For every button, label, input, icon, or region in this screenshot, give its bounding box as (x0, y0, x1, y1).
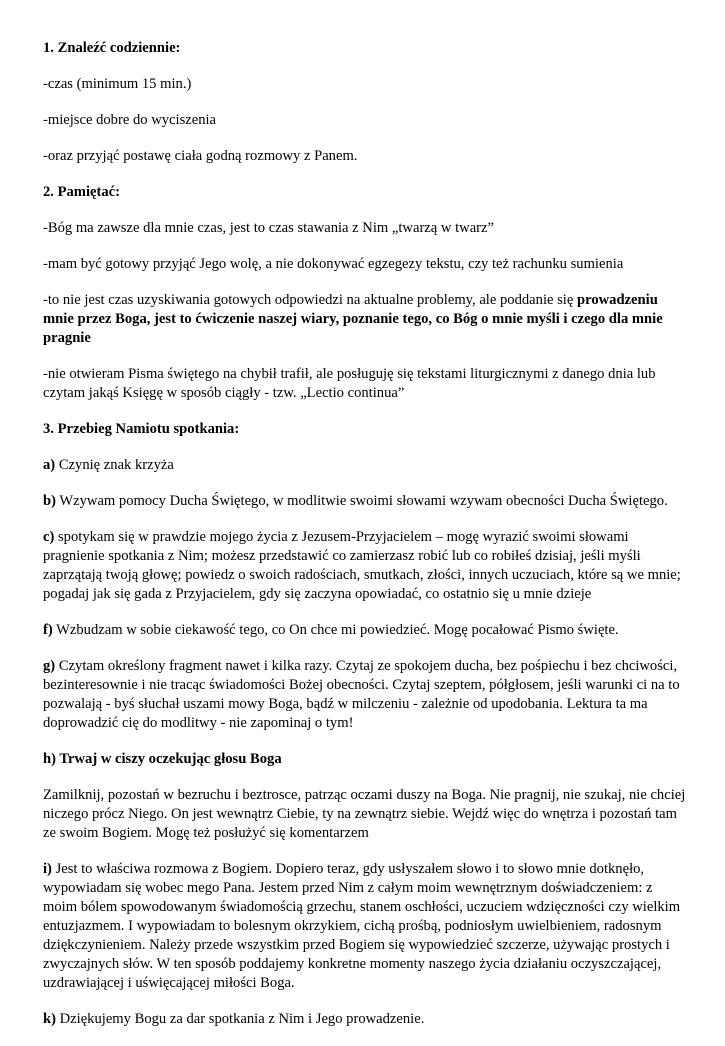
section-2-heading: 2. Pamiętać: (43, 184, 120, 200)
step-a-label: a) (43, 457, 56, 473)
document-page (43, 39, 688, 1046)
section-1-item-time: -czas (minimum 15 min.) (43, 76, 192, 92)
step-a (43, 456, 688, 475)
step-c-label: c) (43, 529, 55, 545)
step-b-label: b) (43, 493, 56, 509)
step-f (43, 621, 688, 640)
step-h-text: Zamilknij, pozostań w bezruchu i beztrosce, patrząc oczami duszy na Boga. Nie pragnij, nie szukaj, nie chciej niczego prócz Niego. On jest wewnątrz Ciebie, ty na zewnątrz siebie. Wejdź więc do wnętrza i pozostań tam ze swoim Bogiem. Mogę też posłużyć się komentarzem (43, 787, 686, 841)
step-g-label: g) (43, 658, 56, 674)
section-2-paragraph-1: -Bóg ma zawsze dla mnie czas, jest to czas stawania z Nim „twarzą w twarz” (43, 220, 494, 236)
step-b (43, 492, 688, 511)
step-k-label: k) (43, 1011, 56, 1027)
step-g-text: Czytam określony fragment nawet i kilka razy. Czytaj ze spokojem ducha, bez pośpiechu i bez chciwości, bezinteresownie i nie tracąc świadomości Bożej obecności. Czytaj szeptem, półgłosem, jeśli warunki ci na to pozwalają - byś słuchał uszami mowy Boga, bądź w milczeniu - zależnie od upodobania. Lektura ta ma doprowadzić cię do modlitwy - nie zapominaj o tym! (43, 658, 680, 731)
section-2-paragraph-2: -mam być gotowy przyjąć Jego wolę, a nie dokonywać egzegezy tekstu, czy też rachunku sumienia (43, 256, 624, 272)
step-f-label: f) (43, 622, 53, 638)
step-i (43, 860, 688, 993)
step-a-text: Czynię znak krzyża (55, 457, 174, 473)
section-2-paragraph-3 (43, 291, 688, 348)
section-2-paragraph-3-bold: prowadzeniu mnie przez Boga, jest to ćwiczenie naszej wiary, poznanie tego, co Bóg o mnie myśli i czego dla mnie pragnie (43, 292, 663, 346)
step-c (43, 528, 688, 604)
section-1-item-place: -miejsce dobre do wyciszenia (43, 112, 217, 128)
section-2-paragraph-3-text: -to nie jest czas uzyskiwania gotowych odpowiedzi na aktualne problemy, ale poddanie się (43, 292, 577, 308)
step-h-heading: h) Trwaj w ciszy oczekując głosu Boga (43, 751, 282, 767)
step-i-label: i) (43, 861, 52, 877)
step-b-text: Wzywam pomocy Ducha Świętego, w modlitwie swoimi słowami wzywam obecności Ducha Świętego. (55, 493, 668, 509)
step-k-text: Dziękujemy Bogu za dar spotkania z Nim i Jego prowadzenie. (55, 1011, 425, 1027)
step-i-text: Jest to właściwa rozmowa z Bogiem. Dopiero teraz, gdy usłyszałem słowo i to słowo mnie dotknęło, wypowiadam się wobec mego Pana. Jestem przed Nim z całym moim wewnętrznym doświadczeniem: z moim bólem spowodowanym świadomością grzechu, stanem oschłości, uczuciem wdzięczności czy wielkim entuzjazmem. I wypowiadam to bolesnym okrzykiem, cichą prośbą, podniosłym uwielbieniem, radosnym dziękczynieniem. Należy przede wszystkim przed Bogiem się wypowiedzieć szczerze, używając prostych i zwyczajnych słów. W ten sposób poddajemy konkretne momenty naszego życia działaniu oczyszczającej, uzdrawiającej i uświęcającej miłości Boga. (43, 861, 681, 991)
step-g (43, 657, 688, 733)
section-3-heading: 3. Przebieg Namiotu spotkania: (43, 421, 240, 437)
step-k (43, 1010, 688, 1029)
step-f-text: Wzbudzam w sobie ciekawość tego, co On chce mi powiedzieć. Mogę pocałować Pismo święte. (52, 622, 619, 638)
section-2-paragraph-4: -nie otwieram Pisma świętego na chybił trafił, ale posługuję się tekstami liturgicznymi z danego dnia lub czytam jakąś Księgę w sposób ciągły - tzw. „Lectio continua” (43, 366, 656, 401)
step-c-text: spotykam się w prawdzie mojego życia z Jezusem-Przyjacielem – mogę wyrazić swoimi słowami pragnienie spotkania z Nim; możesz przedstawić co zamierzasz robić lub co robiłeś dzisiaj, jeśli myśli zaprzątają twoją głowę; powiedz o swoich radościach, smutkach, złości, innych uczuciach, które są we mnie; pogadaj jak się gada z Przyjacielem, gdy się zaczyna opowiadać, co ostatnio się u mnie dzieje (43, 529, 681, 602)
section-1-heading: 1. Znaleźć codziennie: (43, 40, 181, 56)
section-1-item-posture: -oraz przyjąć postawę ciała godną rozmowy z Panem. (43, 148, 358, 164)
